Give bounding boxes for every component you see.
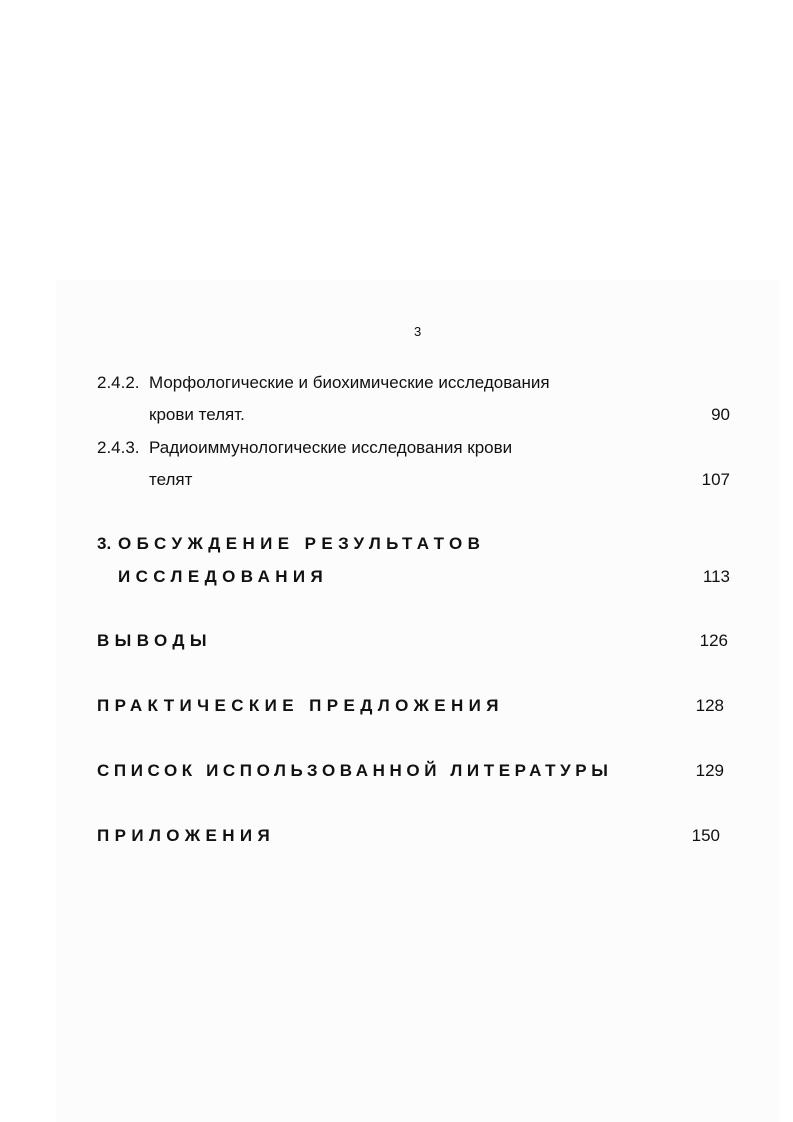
toc-entry-references-page: 129	[695, 761, 724, 780]
toc-entry-2-4-2-number: 2.4.2.	[97, 373, 140, 392]
toc-entry-practical-page: 128	[695, 696, 724, 715]
toc-entry-conclusions-title: ВЫВОДЫ	[97, 631, 212, 650]
toc-entry-2-4-2-page: 90	[711, 405, 730, 424]
toc-entry-2-4-2-title-line2: крови телят.	[149, 405, 245, 424]
toc-entry-practical-title: ПРАКТИЧЕСКИЕ ПРЕДЛОЖЕНИЯ	[97, 696, 504, 715]
toc-entry-3-number: 3.	[97, 534, 112, 553]
toc-entry-references-title: СПИСОК ИСПОЛЬЗОВАННОЙ ЛИТЕРАТУРЫ	[97, 761, 613, 780]
toc-entry-2-4-3-title-line2: телят	[149, 470, 193, 489]
toc-entry-2-4-3-number: 2.4.3.	[97, 438, 140, 457]
toc-entry-3-page: 113	[702, 567, 730, 586]
toc-entry-2-4-3-page: 107	[701, 470, 730, 489]
page-number: 3	[414, 324, 422, 339]
toc-entry-appendices-title: ПРИЛОЖЕНИЯ	[97, 826, 276, 845]
toc-entry-3-title-line1: ОБСУЖДЕНИЕ РЕЗУЛЬТАТОВ	[118, 534, 486, 553]
toc-entry-appendices-page: 150	[691, 826, 720, 845]
toc-entry-2-4-2-title-line1: Морфологические и биохимические исследования	[149, 373, 550, 392]
toc-entry-conclusions-page: 126	[699, 631, 728, 650]
toc-entry-2-4-3-title-line1: Радиоиммунологические исследования крови	[149, 438, 513, 457]
toc-entry-3-title-line2: ИССЛЕДОВАНИЯ	[118, 567, 329, 586]
